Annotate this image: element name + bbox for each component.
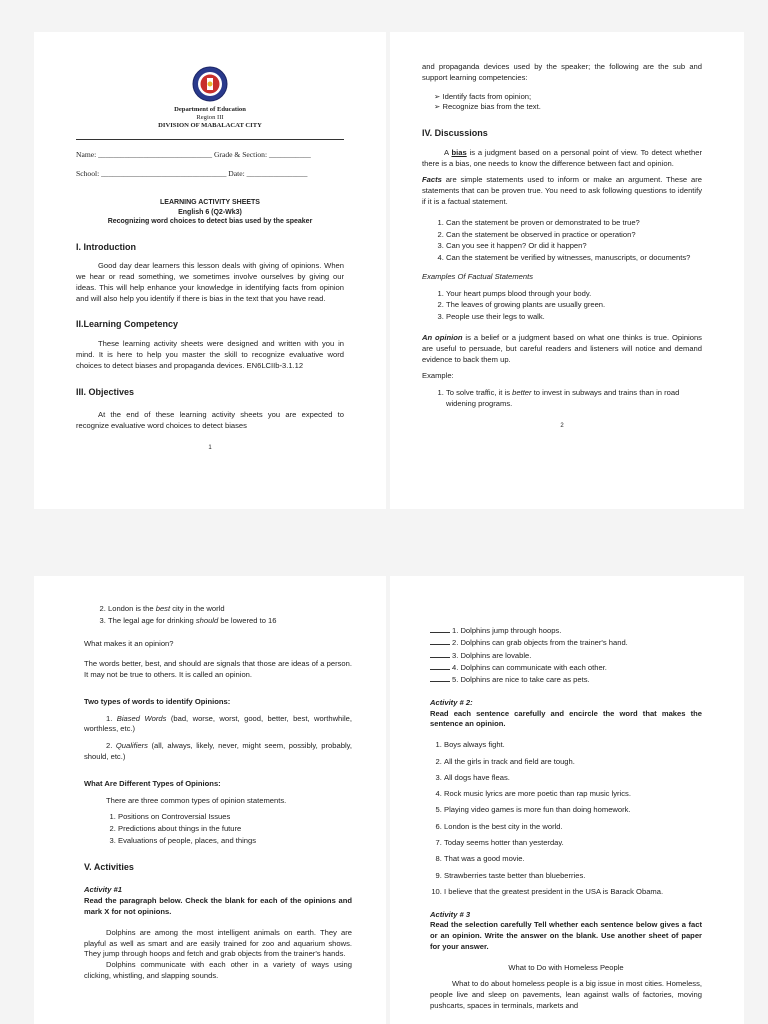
objectives-heading: III. Objectives — [76, 386, 135, 397]
list-item: ➢ Identify facts from opinion; — [434, 92, 702, 103]
dolphin-checklist — [430, 626, 702, 686]
sheet-title-line3: Recognizing word choices to detect bias used by the speaker — [107, 218, 313, 226]
list-item — [430, 626, 702, 637]
answer-blank[interactable] — [430, 663, 450, 670]
facts-definition: are simple statements used to inform or make an argument. These are statements that can be proven true. You need to ask following questions to identify if it is a factual statement. — [422, 175, 702, 207]
discussions-heading: IV. Discussions — [422, 128, 488, 139]
list-item — [430, 651, 702, 662]
list-item: 10. I believe that the greatest president in the USA is Barack Obama. — [444, 887, 702, 898]
type-label: Biased Words — [116, 713, 167, 723]
list-item: 1. Your heart pumps blood through your body. — [446, 289, 702, 300]
list-item: 3. Evaluations of people, places, and things — [118, 836, 352, 847]
opinion-example-list — [422, 388, 702, 410]
list-item: 1. Can the statement be proven or demonstrated to be true? — [446, 218, 702, 229]
list-item: 3. People use their legs to walk. — [446, 312, 702, 323]
sub-competency-list — [422, 92, 702, 114]
bias-definition: is a judgment based on a personal point of view. To detect whether there is a bias, one needs to know the difference between fact and opinion. — [422, 147, 702, 168]
continued-opinion-list — [84, 604, 352, 627]
item-text: The legal age for drinking — [108, 615, 194, 625]
bias-prefix: A — [444, 147, 449, 157]
school-field-text: School: _________________________________ Date: ________________ — [76, 169, 308, 179]
sheet-title-line2: English 6 (Q2-Wk3) — [178, 208, 242, 216]
checklist-text: 4. Dolphins can communicate with each other. — [452, 662, 607, 672]
list-item: 3. Can you see it happen? Or did it happen? — [446, 241, 702, 252]
list-item — [108, 604, 352, 615]
activity1-label: Activity #1 — [84, 885, 122, 895]
list-item: 4. Can the statement be verified by witnesses, manuscripts, or documents? — [446, 253, 702, 264]
page-number: 2 — [560, 422, 564, 429]
name-field — [76, 150, 344, 161]
activity3-label: Activity # 3 — [430, 909, 471, 919]
opinion-types-list — [84, 812, 352, 846]
factual-examples-list — [422, 289, 702, 323]
objectives-text: At the end of these learning activity sheets you are expected to recognize evaluative word choices to detect biases — [76, 410, 344, 431]
checklist-text: 3. Dolphins are lovable. — [452, 650, 532, 660]
competency-heading: II.Learning Competency — [76, 319, 179, 330]
answer-blank[interactable] — [430, 651, 450, 658]
page-1 — [34, 32, 386, 509]
opinion-term: An opinion — [422, 333, 463, 343]
list-item — [446, 388, 702, 410]
list-item: 4. Rock music lyrics are more poetic than rap music lyrics. — [444, 789, 702, 800]
example-label: Example: — [422, 371, 454, 381]
list-item: 9. Strawberries taste better than blueberries. — [444, 871, 702, 882]
opinion-definition: is a belief or a judgment based on what one thinks is true. Opinions are useful to persuade, but careful readers and listeners will notice and demand evidence to back them up. — [422, 333, 702, 364]
qualifiers-item: 2. Qualifiers (all, always, likely, never, might seem, possibly, probably, should, etc.) — [84, 741, 352, 762]
three-common-text: There are three common types of opinion statements. — [106, 795, 287, 805]
item-text: be lowered to 16 — [220, 615, 277, 625]
dolphins-paragraph-2: Dolphins communicate with each other in a variety of ways using clicking, whistling, and slapping sounds. — [84, 960, 352, 980]
page-2 — [390, 32, 744, 509]
list-item: 1. Positions on Controversial Issues — [118, 812, 352, 823]
intro-text: Good day dear learners this lesson deals with giving of opinions. When we hear or read something, we sometimes involve ourselves by giving our ideas. This will help enhance your knowledge in identifying facts from opinion and will also help you identify if there is bias in the text that you have read. — [76, 261, 344, 303]
list-item: 2. Predictions about things in the future — [118, 824, 352, 835]
type-text: (all, always, likely, never, might seem, possibly, probably, should, etc.) — [84, 741, 352, 762]
list-item: 1. Boys always fight. — [444, 740, 702, 751]
list-item: 6. London is the best city in the world. — [444, 822, 702, 833]
selection-title: What to Do with Homeless People — [508, 962, 624, 972]
type-label: Qualifiers — [115, 741, 148, 751]
list-item: 3. All dogs have fleas. — [444, 773, 702, 784]
facts-term: Facts — [422, 175, 442, 185]
example-text: to invest in subways and trains than in road widening programs. — [446, 388, 680, 408]
list-item — [430, 663, 702, 674]
answer-blank[interactable] — [430, 675, 450, 682]
continuation-text: and propaganda devices used by the speaker; the following are the sub and support learning competencies: — [422, 62, 702, 82]
diff-types-heading: What Are Different Types of Opinions: — [84, 778, 221, 788]
dept-name: Department of Education — [174, 106, 246, 113]
list-item: 2. The leaves of growing plants are usually green. — [446, 300, 702, 311]
example-emphasis: better — [512, 388, 532, 398]
item-text: London is the — [108, 604, 154, 613]
list-item: 5. Playing video games is more fun than doing homework. — [444, 805, 702, 816]
item-text: city in the world — [172, 604, 225, 613]
list-item — [430, 638, 702, 649]
division: DIVISION OF MABALACAT CITY — [158, 122, 262, 130]
list-item — [108, 616, 352, 627]
type-text: (bad, worse, worst, good, better, best, worthwhile, worthless, etc.) — [84, 713, 352, 734]
activity2-instructions: Read each sentence carefully and encircle the word that makes the sentence an opinion. — [430, 708, 702, 729]
activity2-label: Activity # 2: — [430, 697, 473, 707]
biased-words-item: 1. Biased Words (bad, worse, worst, good, better, best, worthwhile, worthless, etc.) — [84, 713, 352, 734]
name-field-text: Name: ______________________________ Grade & Section: ___________ — [76, 149, 311, 159]
page-4 — [390, 576, 744, 1024]
checklist-text: 2. Dolphins can grab objects from the trainer's hand. — [452, 638, 628, 648]
opinion-paragraph — [422, 333, 702, 365]
list-item: 2. All the girls in track and field are tough. — [444, 757, 702, 768]
facts-paragraph — [422, 175, 702, 207]
item-emphasis: should — [195, 615, 219, 625]
checklist-text: 1. Dolphins jump through hoops. — [452, 626, 562, 635]
examples-heading: Examples Of Factual Statements — [422, 271, 533, 281]
answer-blank[interactable] — [430, 638, 450, 645]
selection-text: What to do about homeless people is a big issue in most cities. Homeless, people live and sleep on pavements, lean against walls of factories, moving pushcarts, spaces in terminals, markets and — [430, 979, 702, 1011]
activities-heading: V. Activities — [84, 861, 134, 872]
answer-blank[interactable] — [430, 626, 450, 633]
page-3 — [34, 576, 386, 1024]
school-field — [76, 169, 344, 180]
deped-header — [76, 106, 344, 131]
list-item: 7. Today seems hotter than yesterday. — [444, 838, 702, 849]
checklist-text: 5. Dolphins are nice to take care as pets. — [452, 675, 590, 685]
list-item: 2. Can the statement be observed in practice or operation? — [446, 230, 702, 241]
list-item — [430, 675, 702, 686]
list-item: ➢ Recognize bias from the text. — [434, 102, 702, 113]
dolphins-paragraph-1: Dolphins are among the most intelligent animals on earth. They are playful as well as smart and are easily trained for zoo and aquarium shows. They jump through hoops and fetch and grab objects from the trainer's hands. — [84, 927, 352, 959]
what-makes-question: What makes it an opinion? — [84, 638, 174, 648]
signals-text: The words better, best, and should are signals that those are ideas of a person. It may not be true to others. It is called an opinion. — [84, 659, 352, 680]
two-types-heading: Two types of words to identify Opinions: — [84, 696, 231, 706]
sheet-title-line1: LEARNING ACTIVITY SHEETS — [160, 199, 260, 207]
competency-text: These learning activity sheets were designed and written with you in mind. It is here to help you master the skill to recognize evaluative word choices to detect biases and propaganda devices. EN6LCIIb-3.1.12 — [76, 339, 344, 370]
bias-term: bias — [451, 147, 467, 157]
activity2-list — [430, 740, 702, 897]
page-number: 1 — [208, 444, 212, 451]
activity3-instructions: Read the selection carefully Tell whether each sentence below gives a fact or an opinion. Write the answer on the blank. Use another sheet of paper for your answer. — [430, 920, 702, 951]
example-text: To solve traffic, it is — [446, 388, 511, 398]
header-divider — [76, 139, 344, 140]
sheet-title — [76, 198, 344, 226]
fact-questions-list — [422, 218, 702, 264]
deped-seal-icon — [192, 66, 228, 102]
region: Region III — [196, 114, 224, 122]
intro-heading: I. Introduction — [76, 241, 136, 252]
bias-paragraph — [422, 148, 702, 170]
activity1-instructions: Read the paragraph below. Check the blank for each of the opinions and mark X for not opinions. — [84, 896, 352, 917]
item-emphasis: best — [155, 604, 171, 613]
list-item: 8. That was a good movie. — [444, 854, 702, 865]
